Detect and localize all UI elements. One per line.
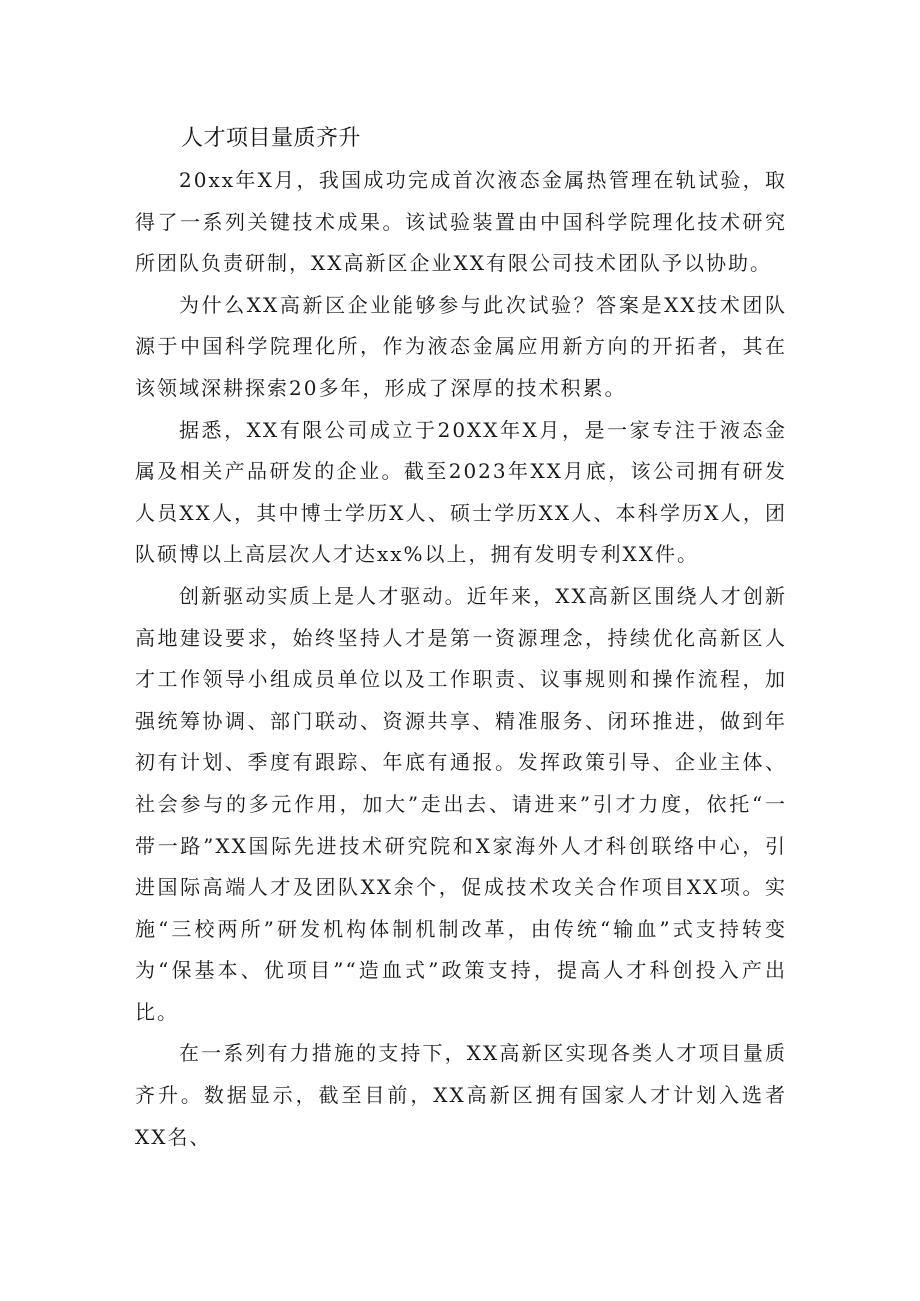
- section-title: 人才项目量质齐升: [181, 126, 362, 151]
- paragraph-1: 20xx年X月，我国成功完成首次液态金属热管理在轨试验，取得了一系列关键技术成果。该试验装置由中国科学院理化技术研究所团队负责研制，XX高新区企业XX有限公司技术团队予以协助。: [135, 168, 787, 276]
- document-body: [135, 118, 787, 1158]
- paragraph-3: 据悉，XX有限公司成立于20XX年X月，是一家专注于液态金属及相关产品研发的企业。截至2023年XX月底，该公司拥有研发人员XX人，其中博士学历X人、硕士学历XX人、本科学历X人，团队硕博以上高层次人才达xx%以上，拥有发明专利XX件。: [135, 417, 787, 567]
- paragraph-5: 在一系列有力措施的支持下，XX高新区实现各类人才项目量质齐升。数据显示，截至目前，XX高新区拥有国家人才计划入选者XX名、: [135, 1041, 787, 1149]
- paragraph-2: 为什么XX高新区企业能够参与此次试验？答案是XX技术团队源于中国科学院理化所，作为液态金属应用新方向的开拓者，其在该领域深耕探索20多年，形成了深厚的技术积累。: [135, 292, 787, 400]
- paragraph-4: 创新驱动实质上是人才驱动。近年来，XX高新区围绕人才创新高地建设要求，始终坚持人才是第一资源理念，持续优化高新区人才工作领导小组成员单位以及工作职责、议事规则和操作流程，加强统筹协调、部门联动、资源共享、精准服务、闭环推进，做到年初有计划、季度有跟踪、年底有通报。发挥政策引导、企业主体、社会参与的多元作用，加大”走出去、请进来”引才力度，依托“一带一路”XX国际先进技术研究院和X家海外人才科创联络中心，引进国际高端人才及团队XX余个，促成技术攻关合作项目XX项。实施“三校两所”研发机构体制机制改革，由传统“输血”式支持转变为“保基本、优项目”“造血式”政策支持，提高人才科创投入产出比。: [135, 583, 787, 1024]
